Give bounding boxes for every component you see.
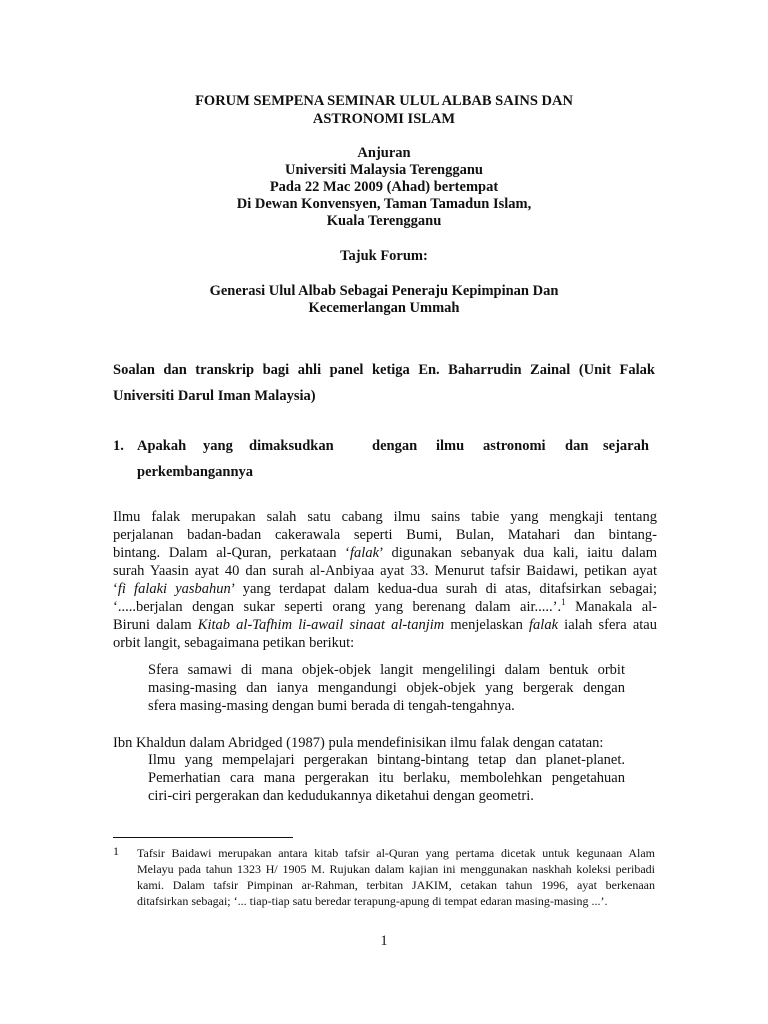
intro-line-2: Universiti Darul Iman Malaysia) [113, 388, 316, 404]
footnote-line: ditafsirkan sebagai; ‘... tiap-tiap satu beredar terapung-apung di tempat edaran masing-masing ...’. [137, 894, 608, 908]
question-word: Apakah [137, 438, 187, 454]
block-quote-2 [148, 751, 625, 805]
event-venue: Di Dewan Konvensyen, Taman Tamadun Islam, [236, 196, 532, 212]
para-line: ‘.....berjalan dengan sukar seperti orang yang berenang dalam air.....’.$^1$ Manakala al- [113, 597, 657, 615]
forum-title-label: Tajuk Forum: [340, 248, 428, 264]
organized-by-label: Anjuran [357, 145, 411, 161]
quote-line: ciri-ciri pergerakan dan kedudukannya diketahui dengan geometri. [148, 788, 534, 804]
para-line: ‘fi falaki yasbahun’ yang terdapat dalam kedua-dua surah di atas, ditafsirkan sebagai; [113, 581, 657, 597]
intro-line-1: Soalan dan transkrip bagi ahli panel ketiga En. Baharrudin Zainal (Unit Falak [113, 362, 655, 378]
para-line: orbit langit, sebagaimana petikan berikut: [113, 635, 355, 651]
quote-line: Pemerhatian cara mana pergerakan itu berlaku, membolehkan pengetahuan [148, 770, 625, 786]
block-quote-1 [148, 661, 625, 715]
para-line: surah Yaasin ayat 40 dan surah al-Anbiyaa ayat 33. Menurut tafsir Baidawi, petikan ayat [113, 563, 657, 579]
question-word: sejarah [603, 438, 649, 454]
quote-line: sfera masing-masing dengan bumi berada di tengah-tengahnya. [148, 698, 515, 714]
paragraph-2: Ibn Khaldun dalam Abridged (1987) pula mendefinisikan ilmu falak dengan catatan: [113, 735, 604, 751]
paragraph-1 [113, 508, 657, 652]
page-number: 1 [380, 933, 388, 949]
quote-line: Ilmu yang mempelajari pergerakan bintang-bintang tetap dan planet-planet. [148, 752, 625, 768]
question-word: ilmu [436, 438, 465, 454]
forum-title-line-2: Kecemerlangan Ummah [308, 300, 460, 316]
para-line: perjalanan badan-badan cakerawala seperti Bumi, Bulan, Matahari dan bintang- [113, 527, 657, 543]
footnote-text [137, 845, 655, 909]
title-line-1: FORUM SEMPENA SEMINAR ULUL ALBAB SAINS DAN [195, 93, 573, 109]
title-line-2: ASTRONOMI ISLAM [312, 111, 456, 127]
footnote-number: 1 [113, 844, 119, 858]
quote-line: Sfera samawi di mana objek-objek langit mengelilingi dalam bentuk orbit [148, 662, 625, 678]
footnote-separator [113, 837, 293, 838]
para-line: bintang. Dalam al-Quran, perkataan ‘falak’ digunakan sebanyak dua kali, iaitu dalam [113, 545, 657, 561]
para-line: Ilmu falak merupakan salah satu cabang ilmu sains tabie yang mengkaji tentang [113, 509, 657, 525]
question-word: dengan [372, 438, 418, 454]
para-line: Biruni dalam Kitab al-Tafhim li-awail sinaat al-tanjim menjelaskan falak ialah sfera atau [113, 617, 657, 633]
question-word: astronomi [483, 438, 546, 454]
question-line-2: perkembangannya [137, 464, 254, 480]
question-word: dan [565, 438, 589, 454]
event-date: Pada 22 Mac 2009 (Ahad) bertempat [269, 179, 499, 195]
footnote-ref: 1 [561, 597, 566, 608]
footnote-line: Tafsir Baidawi merupakan antara kitab tafsir al-Quran yang pertama dicetak untuk kegunaan Alam [137, 846, 655, 860]
question-word: yang [203, 438, 233, 454]
question-number: 1. [113, 438, 124, 454]
question-word: dimaksudkan [249, 438, 334, 454]
event-city: Kuala Terengganu [326, 213, 442, 229]
forum-title-line-1: Generasi Ulul Albab Sebagai Peneraju Kepimpinan Dan [209, 283, 559, 299]
quote-line: masing-masing dan ianya mengandungi objek-objek yang bergerak dengan [148, 680, 625, 696]
footnote-line: Melayu pada tahun 1323 H/ 1905 M. Rujukan dalam kajian ini menggunakan naskhah koleksi peribadi [137, 862, 655, 876]
footnote-line: kami. Dalam tafsir Pimpinan ar-Rahman, terbitan JAKIM, cetakan tahun 1996, ayat berkenaan [137, 878, 655, 892]
organizer-name: Universiti Malaysia Terengganu [285, 162, 483, 178]
